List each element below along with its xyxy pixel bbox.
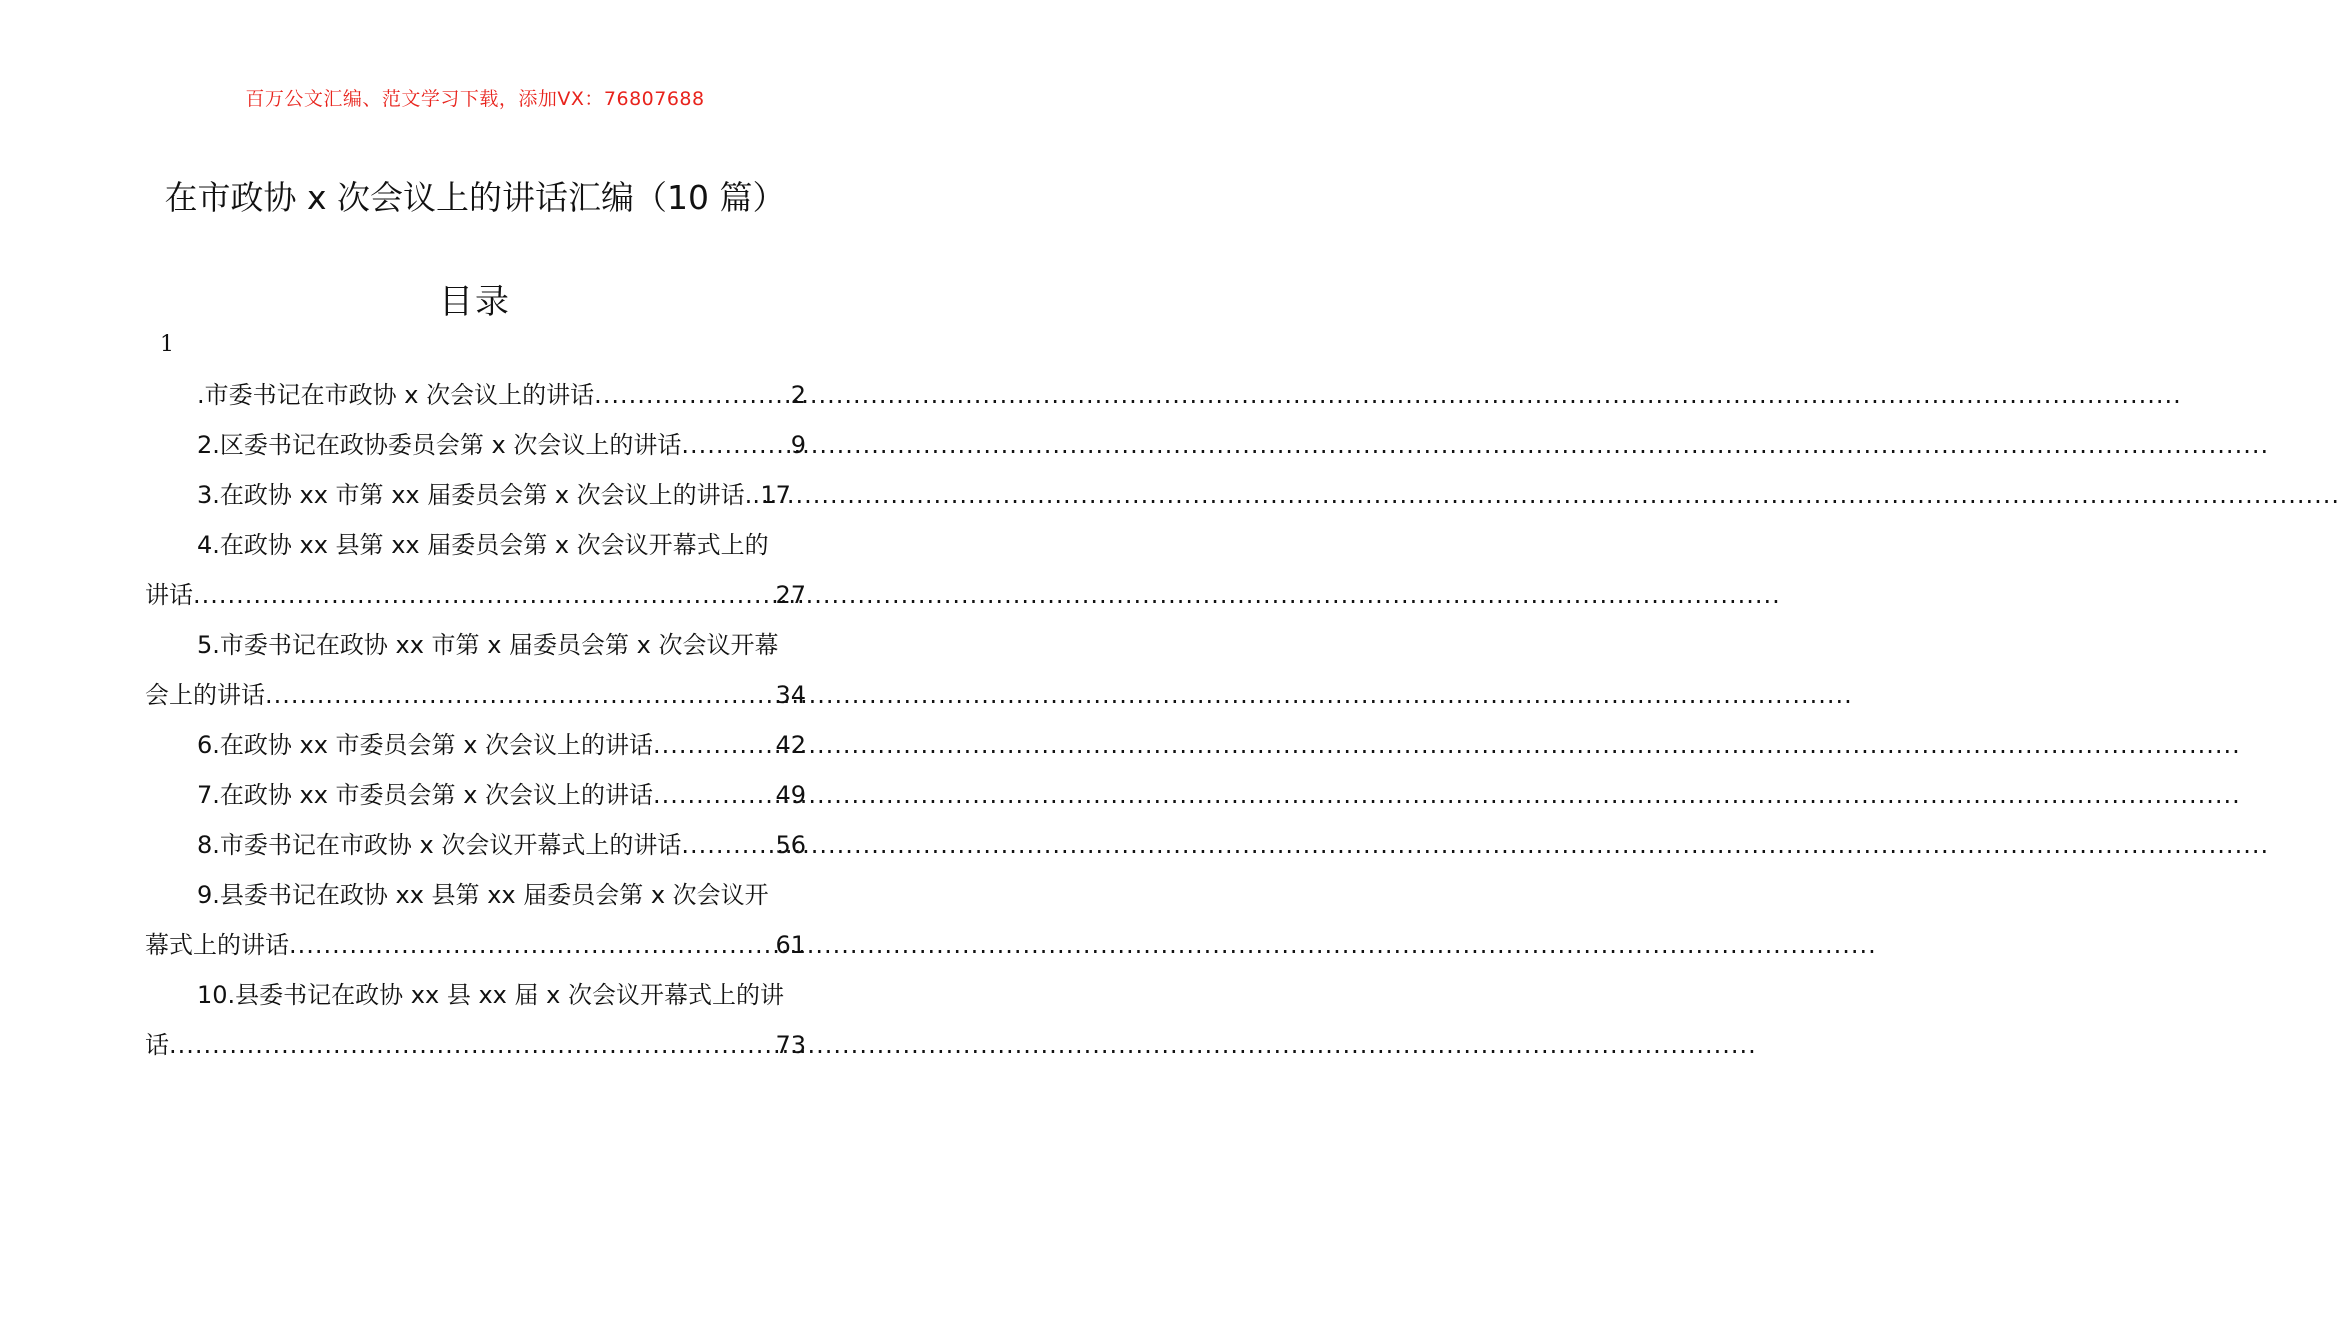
toc-page-number: 56 — [775, 831, 806, 859]
toc-entry-4[interactable] — [145, 520, 806, 570]
toc-entry-title: 3.在政协 xx 市第 xx 届委员会第 x 次会议上的讲话. — [197, 481, 753, 509]
download-banner: 百万公文汇编、范文学习下载，添加VX：76807688 — [245, 88, 705, 110]
toc-entry-9[interactable] — [145, 870, 806, 920]
toc-entry-title: 2.区委书记在政协委员会第 x 次会议上的讲话 — [197, 431, 682, 459]
toc-page-number: 73 — [775, 1031, 806, 1059]
toc-page-number: 9 — [790, 431, 806, 459]
toc-entry-2[interactable] — [145, 420, 806, 470]
toc-entry-title-continued: 幕式上的讲话 — [145, 931, 289, 959]
toc-entry-title: 8.市委书记在市政协 x 次会议开幕式上的讲话 — [197, 831, 682, 859]
toc-entry-5-continued[interactable] — [145, 670, 806, 720]
toc-leader-dots — [681, 420, 790, 470]
toc-entry-title: 6.在政协 xx 市委员会第 x 次会议上的讲话 — [197, 731, 654, 759]
toc-leader-dots — [169, 1020, 775, 1070]
toc-entry-10[interactable] — [145, 970, 806, 1020]
toc-page-number: 49 — [775, 781, 806, 809]
toc-page-number: 2 — [790, 381, 806, 409]
toc-entry-5[interactable] — [145, 620, 806, 670]
toc-entry-7[interactable] — [145, 770, 806, 820]
toc-entry-8[interactable] — [145, 820, 806, 870]
toc-entry-6[interactable] — [145, 720, 806, 770]
toc-entry-9-continued[interactable] — [145, 920, 806, 970]
toc-entry-title: 4.在政协 xx 县第 xx 届委员会第 x 次会议开幕式上的 — [197, 531, 769, 559]
toc-entry-title-continued: 会上的讲话 — [145, 681, 265, 709]
toc-leader-dots — [752, 470, 760, 520]
toc-entry-title: 9.县委书记在政协 xx 县第 xx 届委员会第 x 次会议开 — [197, 881, 769, 909]
stray-page-number: 1 — [160, 332, 174, 357]
toc-entry-title: .市委书记在市政协 x 次会议上的讲话 — [197, 381, 595, 409]
toc-page-number: 34 — [775, 681, 806, 709]
toc-leader-dots — [653, 720, 775, 770]
toc-page-number: 27 — [775, 581, 806, 609]
table-of-contents — [145, 370, 806, 1070]
toc-entry-title: 5.市委书记在政协 xx 市第 x 届委员会第 x 次会议开幕 — [197, 631, 779, 659]
toc-leader-dots — [193, 570, 775, 620]
toc-entry-title: 10.县委书记在政协 xx 县 xx 届 x 次会议开幕式上的讲 — [197, 981, 784, 1009]
toc-entry-4-continued[interactable] — [145, 570, 806, 620]
toc-entry-title-continued: 讲话 — [145, 581, 193, 609]
toc-leader-dots — [289, 920, 775, 970]
toc-heading: 目录 — [439, 282, 511, 322]
toc-page-number: 42 — [775, 731, 806, 759]
toc-entry-1[interactable] — [145, 370, 806, 420]
toc-entry-3[interactable] — [145, 470, 806, 520]
toc-page-number: 17 — [760, 481, 791, 509]
document-title: 在市政协 x 次会议上的讲话汇编（10 篇） — [164, 178, 786, 217]
toc-page-number: 61 — [775, 931, 806, 959]
toc-leader-dots — [265, 670, 775, 720]
toc-leader-dots — [653, 770, 775, 820]
toc-entry-10-continued[interactable] — [145, 1020, 806, 1070]
toc-entry-title: 7.在政协 xx 市委员会第 x 次会议上的讲话 — [197, 781, 654, 809]
toc-entry-title-continued: 话 — [145, 1031, 169, 1059]
toc-leader-dots — [594, 370, 791, 420]
toc-leader-dots — [681, 820, 775, 870]
